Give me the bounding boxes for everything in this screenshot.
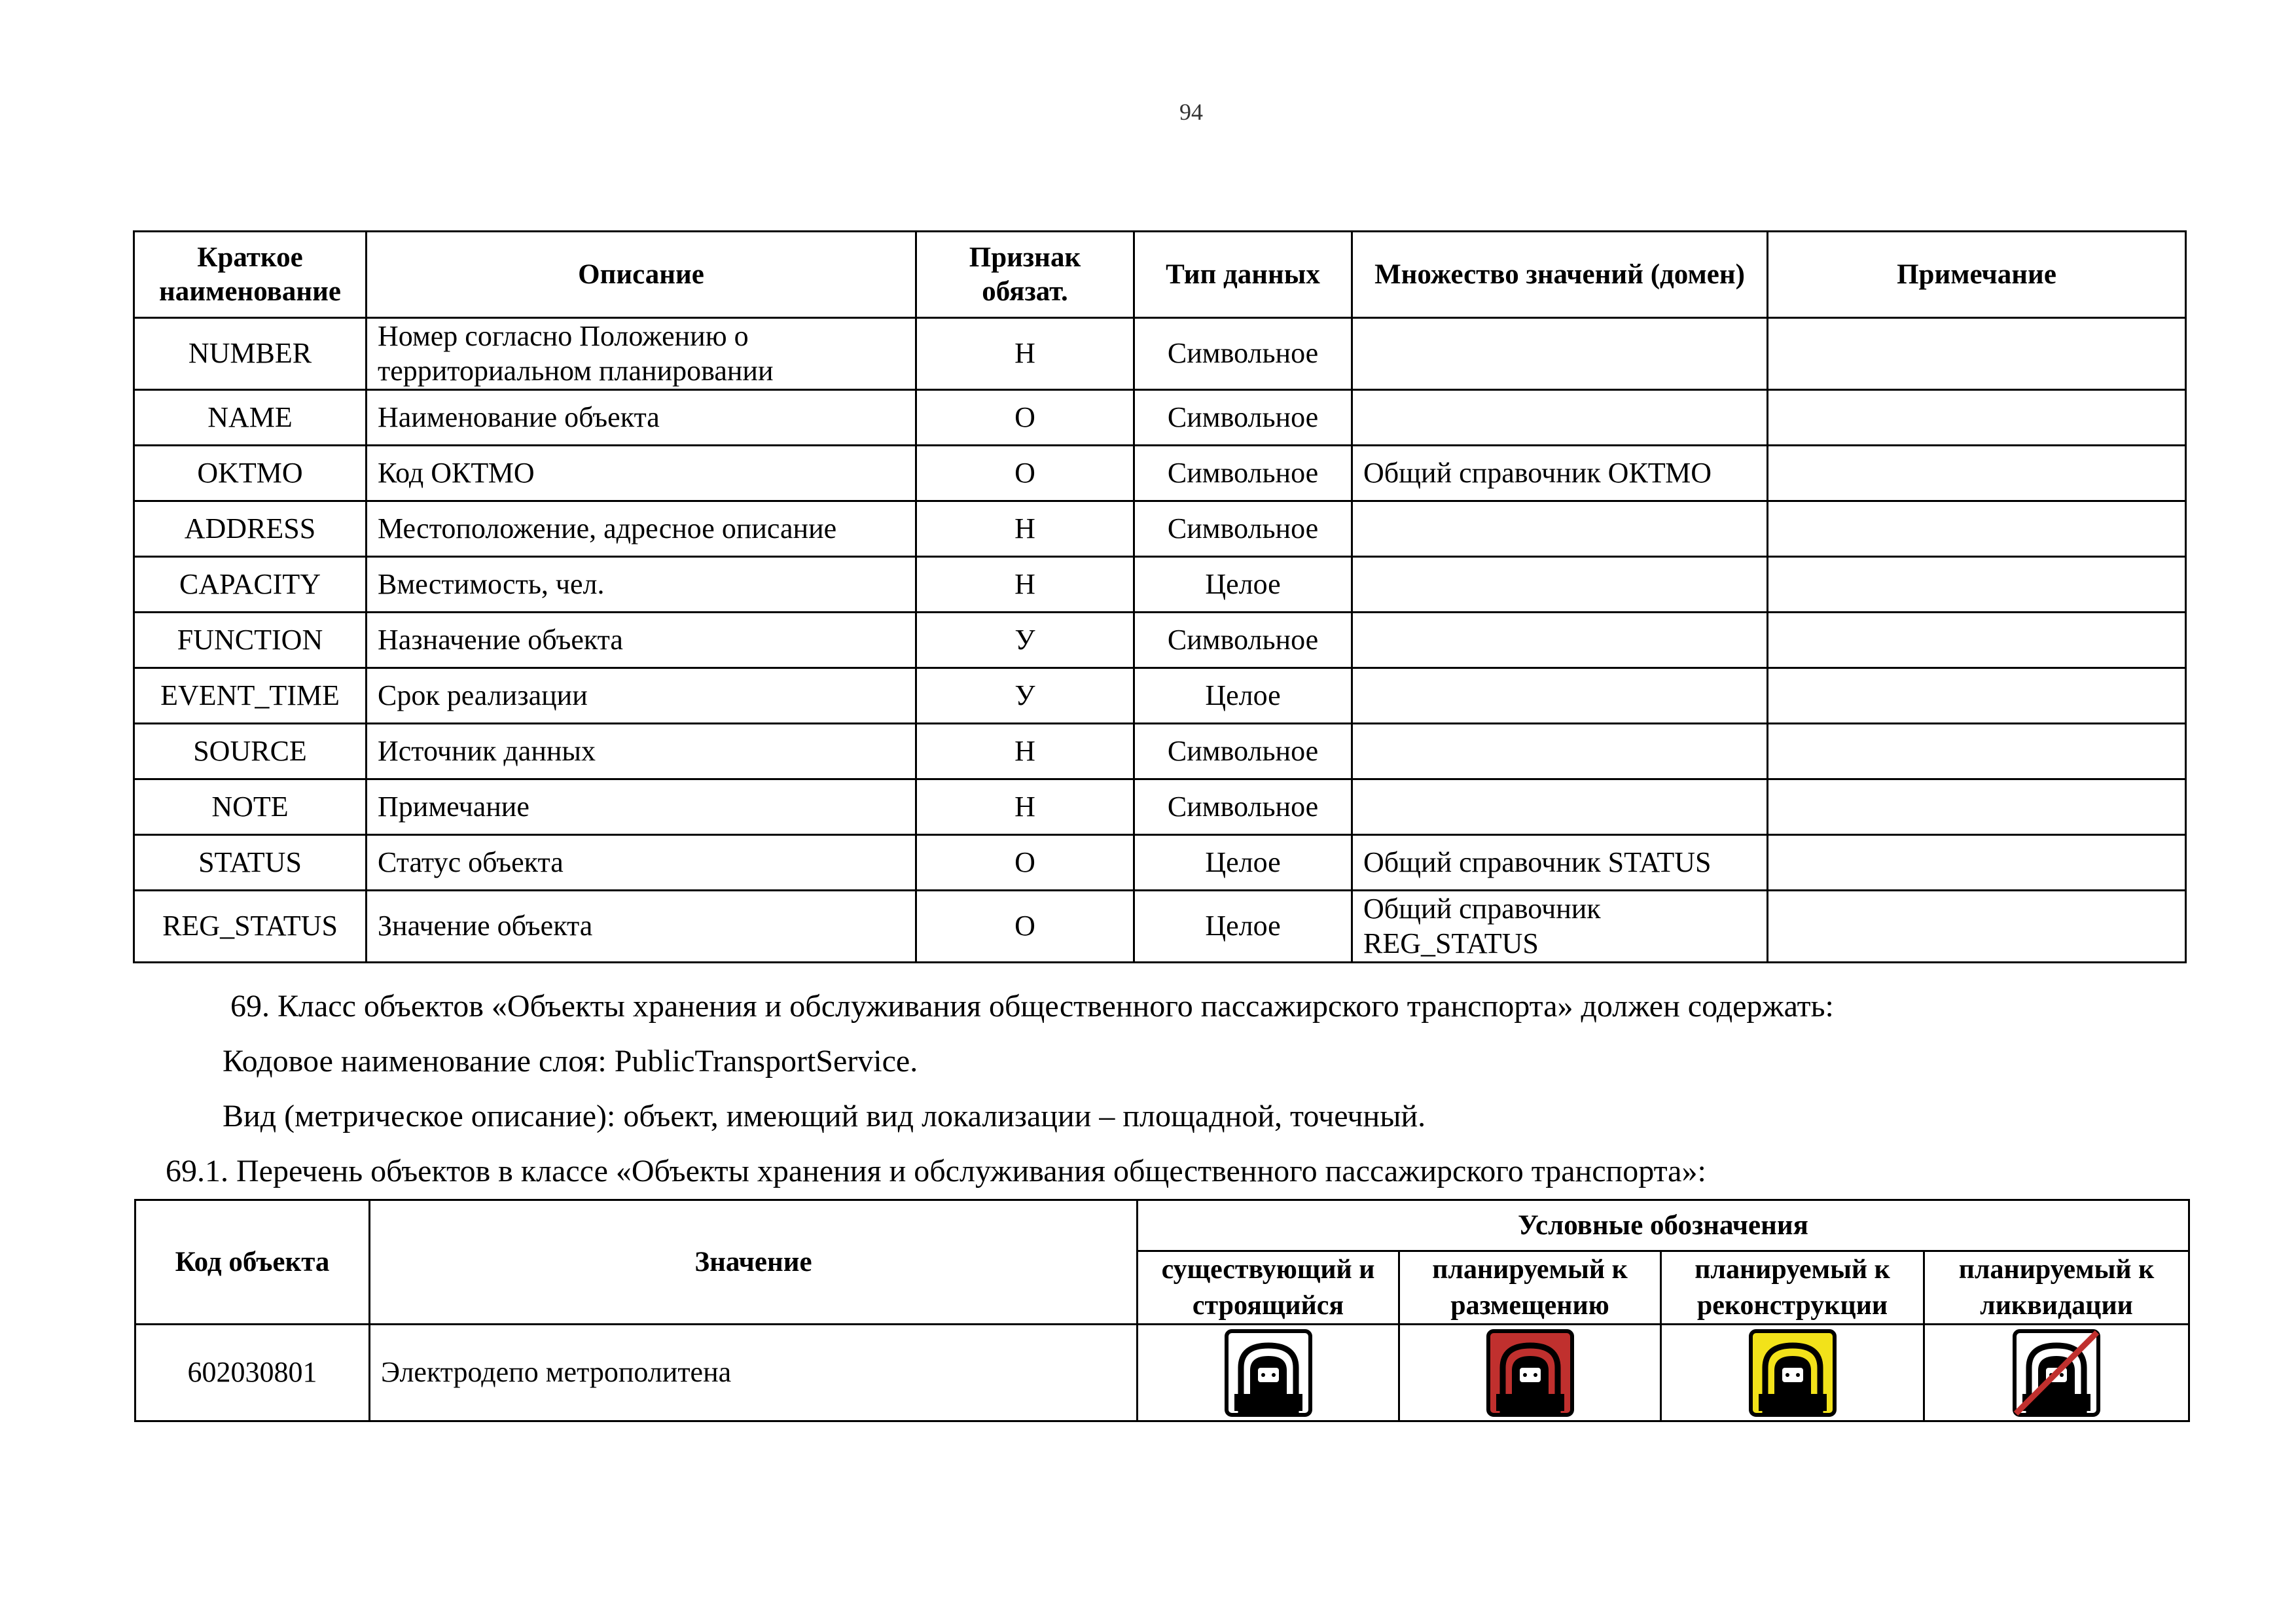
cell-data-type: Символьное xyxy=(1134,779,1352,835)
cell-short-name: SOURCE xyxy=(134,724,367,779)
table-row xyxy=(134,318,2186,390)
cell-note xyxy=(1768,613,2186,668)
cell-short-name: NAME xyxy=(134,390,367,446)
depot-symbol-icon xyxy=(1747,1327,1839,1419)
page-number: 94 xyxy=(1179,99,1203,125)
cell-required: У xyxy=(916,668,1134,724)
cell-domain xyxy=(1352,779,1768,835)
cell-description: Местоположение, адресное описание xyxy=(367,501,916,557)
cell-description: Источник данных xyxy=(367,724,916,779)
header-object-code: Код объекта xyxy=(135,1200,370,1325)
cell-note xyxy=(1768,779,2186,835)
cell-required: Н xyxy=(916,724,1134,779)
cell-data-type: Целое xyxy=(1134,668,1352,724)
cell-description: Код ОКТМО xyxy=(367,446,916,501)
paragraph-object-list-title: 69.1. Перечень объектов в классе «Объекты хранения и обслуживания общественного пассажирского транспорта»: xyxy=(166,1154,1706,1188)
cell-short-name: STATUS xyxy=(134,835,367,891)
attributes-table xyxy=(133,230,2187,963)
header-existing: существующий и строящийся xyxy=(1138,1251,1399,1325)
cell-short-name: NUMBER xyxy=(134,318,367,390)
paragraph-metric-description: Вид (метрическое описание): объект, имеющий вид локализации – площадной, точечный. xyxy=(223,1099,1426,1133)
cell-required: О xyxy=(916,446,1134,501)
cell-note xyxy=(1768,446,2186,501)
cell-required: Н xyxy=(916,557,1134,613)
cell-required: Н xyxy=(916,318,1134,390)
cell-required: О xyxy=(916,835,1134,891)
header-value: Значение xyxy=(370,1200,1138,1325)
table-row xyxy=(134,835,2186,891)
cell-data-type: Символьное xyxy=(1134,318,1352,390)
cell-data-type: Целое xyxy=(1134,835,1352,891)
cell-domain xyxy=(1352,318,1768,390)
table-row xyxy=(134,557,2186,613)
cell-domain: Общий справочник REG_STATUS xyxy=(1352,891,1768,963)
objects-table xyxy=(134,1199,2190,1422)
cell-short-name: FUNCTION xyxy=(134,613,367,668)
header-note: Примечание xyxy=(1768,232,2186,318)
cell-data-type: Символьное xyxy=(1134,446,1352,501)
cell-symbol-planned-liquidation xyxy=(1924,1325,2189,1421)
cell-note xyxy=(1768,390,2186,446)
cell-description: Статус объекта xyxy=(367,835,916,891)
table-row xyxy=(134,668,2186,724)
table-row xyxy=(134,390,2186,446)
header-domain: Множество значений (домен) xyxy=(1352,232,1768,318)
table-row xyxy=(135,1325,2189,1421)
cell-data-type: Символьное xyxy=(1134,390,1352,446)
header-planned-reconstruction: планируемый к реконструкции xyxy=(1661,1251,1924,1325)
depot-symbol-icon xyxy=(1223,1327,1314,1419)
cell-domain xyxy=(1352,613,1768,668)
cell-description: Наименование объекта xyxy=(367,390,916,446)
cell-required: У xyxy=(916,613,1134,668)
table-row xyxy=(134,446,2186,501)
objects-header-row xyxy=(135,1200,2189,1251)
cell-domain: Общий справочник ОКТМО xyxy=(1352,446,1768,501)
cell-symbol-planned-placement xyxy=(1399,1325,1661,1421)
cell-note xyxy=(1768,891,2186,963)
cell-data-type: Символьное xyxy=(1134,724,1352,779)
cell-description: Значение объекта xyxy=(367,891,916,963)
cell-domain xyxy=(1352,501,1768,557)
cell-data-type: Символьное xyxy=(1134,501,1352,557)
cell-short-name: REG_STATUS xyxy=(134,891,367,963)
paragraph-layer-code: Кодовое наименование слоя: PublicTransportService. xyxy=(223,1044,918,1079)
cell-domain xyxy=(1352,724,1768,779)
header-description: Описание xyxy=(367,232,916,318)
header-required: Признак обязат. xyxy=(916,232,1134,318)
cell-short-name: EVENT_TIME xyxy=(134,668,367,724)
cell-object-value: Электродепо метрополитена xyxy=(370,1325,1138,1421)
cell-symbol-planned-reconstruction xyxy=(1661,1325,1924,1421)
cell-data-type: Целое xyxy=(1134,557,1352,613)
cell-domain xyxy=(1352,390,1768,446)
cell-data-type: Символьное xyxy=(1134,613,1352,668)
cell-required: О xyxy=(916,891,1134,963)
cell-domain xyxy=(1352,668,1768,724)
cell-description: Срок реализации xyxy=(367,668,916,724)
table-row xyxy=(134,891,2186,963)
cell-data-type: Целое xyxy=(1134,891,1352,963)
cell-note xyxy=(1768,668,2186,724)
cell-description: Примечание xyxy=(367,779,916,835)
table-row xyxy=(134,501,2186,557)
cell-required: Н xyxy=(916,779,1134,835)
cell-short-name: CAPACITY xyxy=(134,557,367,613)
cell-short-name: ADDRESS xyxy=(134,501,367,557)
cell-note xyxy=(1768,557,2186,613)
table-row xyxy=(134,613,2186,668)
header-symbols: Условные обозначения xyxy=(1138,1200,2189,1251)
table-row xyxy=(134,724,2186,779)
cell-description: Номер согласно Положению о территориальном планировании xyxy=(367,318,916,390)
header-data-type: Тип данных xyxy=(1134,232,1352,318)
cell-note xyxy=(1768,724,2186,779)
attributes-header-row xyxy=(134,232,2186,318)
cell-object-code: 602030801 xyxy=(135,1325,370,1421)
cell-required: Н xyxy=(916,501,1134,557)
cell-domain: Общий справочник STATUS xyxy=(1352,835,1768,891)
cell-required: О xyxy=(916,390,1134,446)
cell-description: Назначение объекта xyxy=(367,613,916,668)
cell-note xyxy=(1768,835,2186,891)
cell-note xyxy=(1768,501,2186,557)
cell-symbol-existing xyxy=(1138,1325,1399,1421)
paragraph-class-title: 69. Класс объектов «Объекты хранения и обслуживания общественного пассажирского транспорта» должен содержать: xyxy=(230,989,1834,1024)
depot-symbol-icon xyxy=(2011,1327,2102,1419)
cell-note xyxy=(1768,318,2186,390)
header-planned-placement: планируемый к размещению xyxy=(1399,1251,1661,1325)
cell-description: Вместимость, чел. xyxy=(367,557,916,613)
cell-short-name: NOTE xyxy=(134,779,367,835)
depot-symbol-icon xyxy=(1484,1327,1576,1419)
header-planned-liquidation: планируемый к ликвидации xyxy=(1924,1251,2189,1325)
cell-domain xyxy=(1352,557,1768,613)
table-row xyxy=(134,779,2186,835)
cell-short-name: OKTMO xyxy=(134,446,367,501)
header-short-name: Краткое наименование xyxy=(134,232,367,318)
